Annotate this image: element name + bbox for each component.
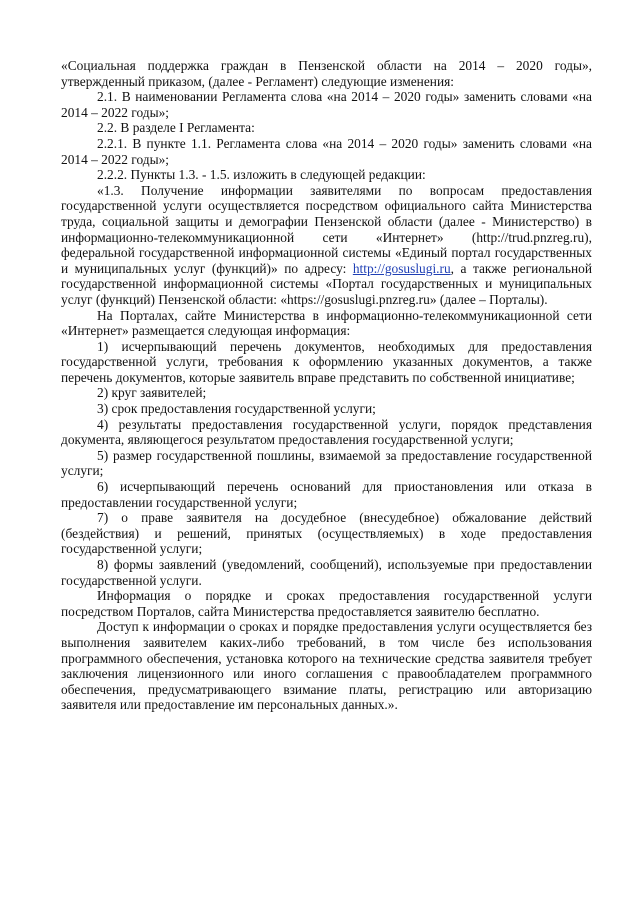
list-item-1: 1) исчерпывающий перечень документов, необходимых для предоставления государственной услуги, требования к оформлению указанных документов, а также перечень документов, которые заявитель вправе представить по собственной инициативе; — [61, 338, 592, 385]
gosuslugi-link[interactable]: http://gosuslugi.ru — [352, 260, 451, 276]
paragraph-portals-info: На Порталах, сайте Министерства в информационно-телекоммуникационной сети «Интернет» размещается следующая информация: — [61, 307, 592, 339]
paragraph-1-3 — [61, 183, 592, 308]
paragraph-2-1: 2.1. В наименовании Регламента слова «на 2014 – 2020 годы» заменить словами «на 2014 – 2022 годы»; — [61, 89, 592, 120]
list-item-3: 3) срок предоставления государственной услуги; — [97, 401, 376, 417]
paragraph-access: Доступ к информации о сроках и порядке предоставления услуги осуществляется без выполнения заявителем каких-либо требований, в том числе без использования программного обеспечения, установка которого на технические средства заявителя требует заключения лицензионного или иного соглашения с правообладателем программного обеспечения, предусматривающего взимание платы, регистрацию или авторизацию заявителя или предоставление им персональных данных.». — [61, 619, 592, 713]
paragraph-2-2: 2.2. В разделе I Регламента: — [97, 120, 255, 136]
paragraph-2-2-1: 2.2.1. В пункте 1.1. Регламента слова «на 2014 – 2020 годы» заменить словами «на 2014 – 2022 годы»; — [61, 135, 592, 167]
list-item-8: 8) формы заявлений (уведомлений, сообщений), используемые при предоставлении государственной услуги. — [61, 557, 592, 588]
list-item-6: 6) исчерпывающий перечень оснований для приостановления или отказа в предоставлении государственной услуги; — [61, 479, 592, 510]
paragraph-free-info: Информация о порядке и сроках предоставления государственной услуги посредством Порталов, сайта Министерства предоставляется заявителю бесплатно. — [61, 588, 592, 619]
list-item-4: 4) результаты предоставления государственной услуги, порядок представления документа, являющегося результатом предоставления государственной услуги; — [61, 416, 592, 448]
paragraph-1-3-part-1: «1.3. Получение информации заявителями по вопросам предоставления государственной услуги осуществляется посредством официального сайта Министерства труда, социальной защиты и демографии Пензенской области (далее - Министерство) в информационно-телекоммуникационной сети «Интернет» (http://trud.pnzreg.ru), федеральной государственной информационной системы «Единый портал государственных и муниципальных услуг (функций)» по адресу: — [61, 182, 592, 276]
paragraph-1-3-part-2: , а также региональной государственной информационной системы «Портал государственных и муниципальных услуг (функций) Пензенской области: «https://gosuslugi.pnzreg.ru» (далее – Порталы). — [61, 260, 592, 307]
list-item-5: 5) размер государственной пошлины, взимаемой за предоставление государственной услуги; — [61, 447, 592, 479]
list-item-2: 2) круг заявителей; — [97, 385, 207, 401]
paragraph-intro: «Социальная поддержка граждан в Пензенской области на 2014 – 2020 годы», утвержденный приказом, (далее - Регламент) следующие изменения: — [61, 58, 592, 89]
list-item-7: 7) о праве заявителя на досудебное (внесудебное) обжалование действий (бездействия) и решений, принятых (осуществляемых) в ходе предоставления государственной услуги; — [61, 510, 592, 557]
paragraph-2-2-2: 2.2.2. Пункты 1.3. - 1.5. изложить в следующей редакции: — [97, 167, 426, 183]
